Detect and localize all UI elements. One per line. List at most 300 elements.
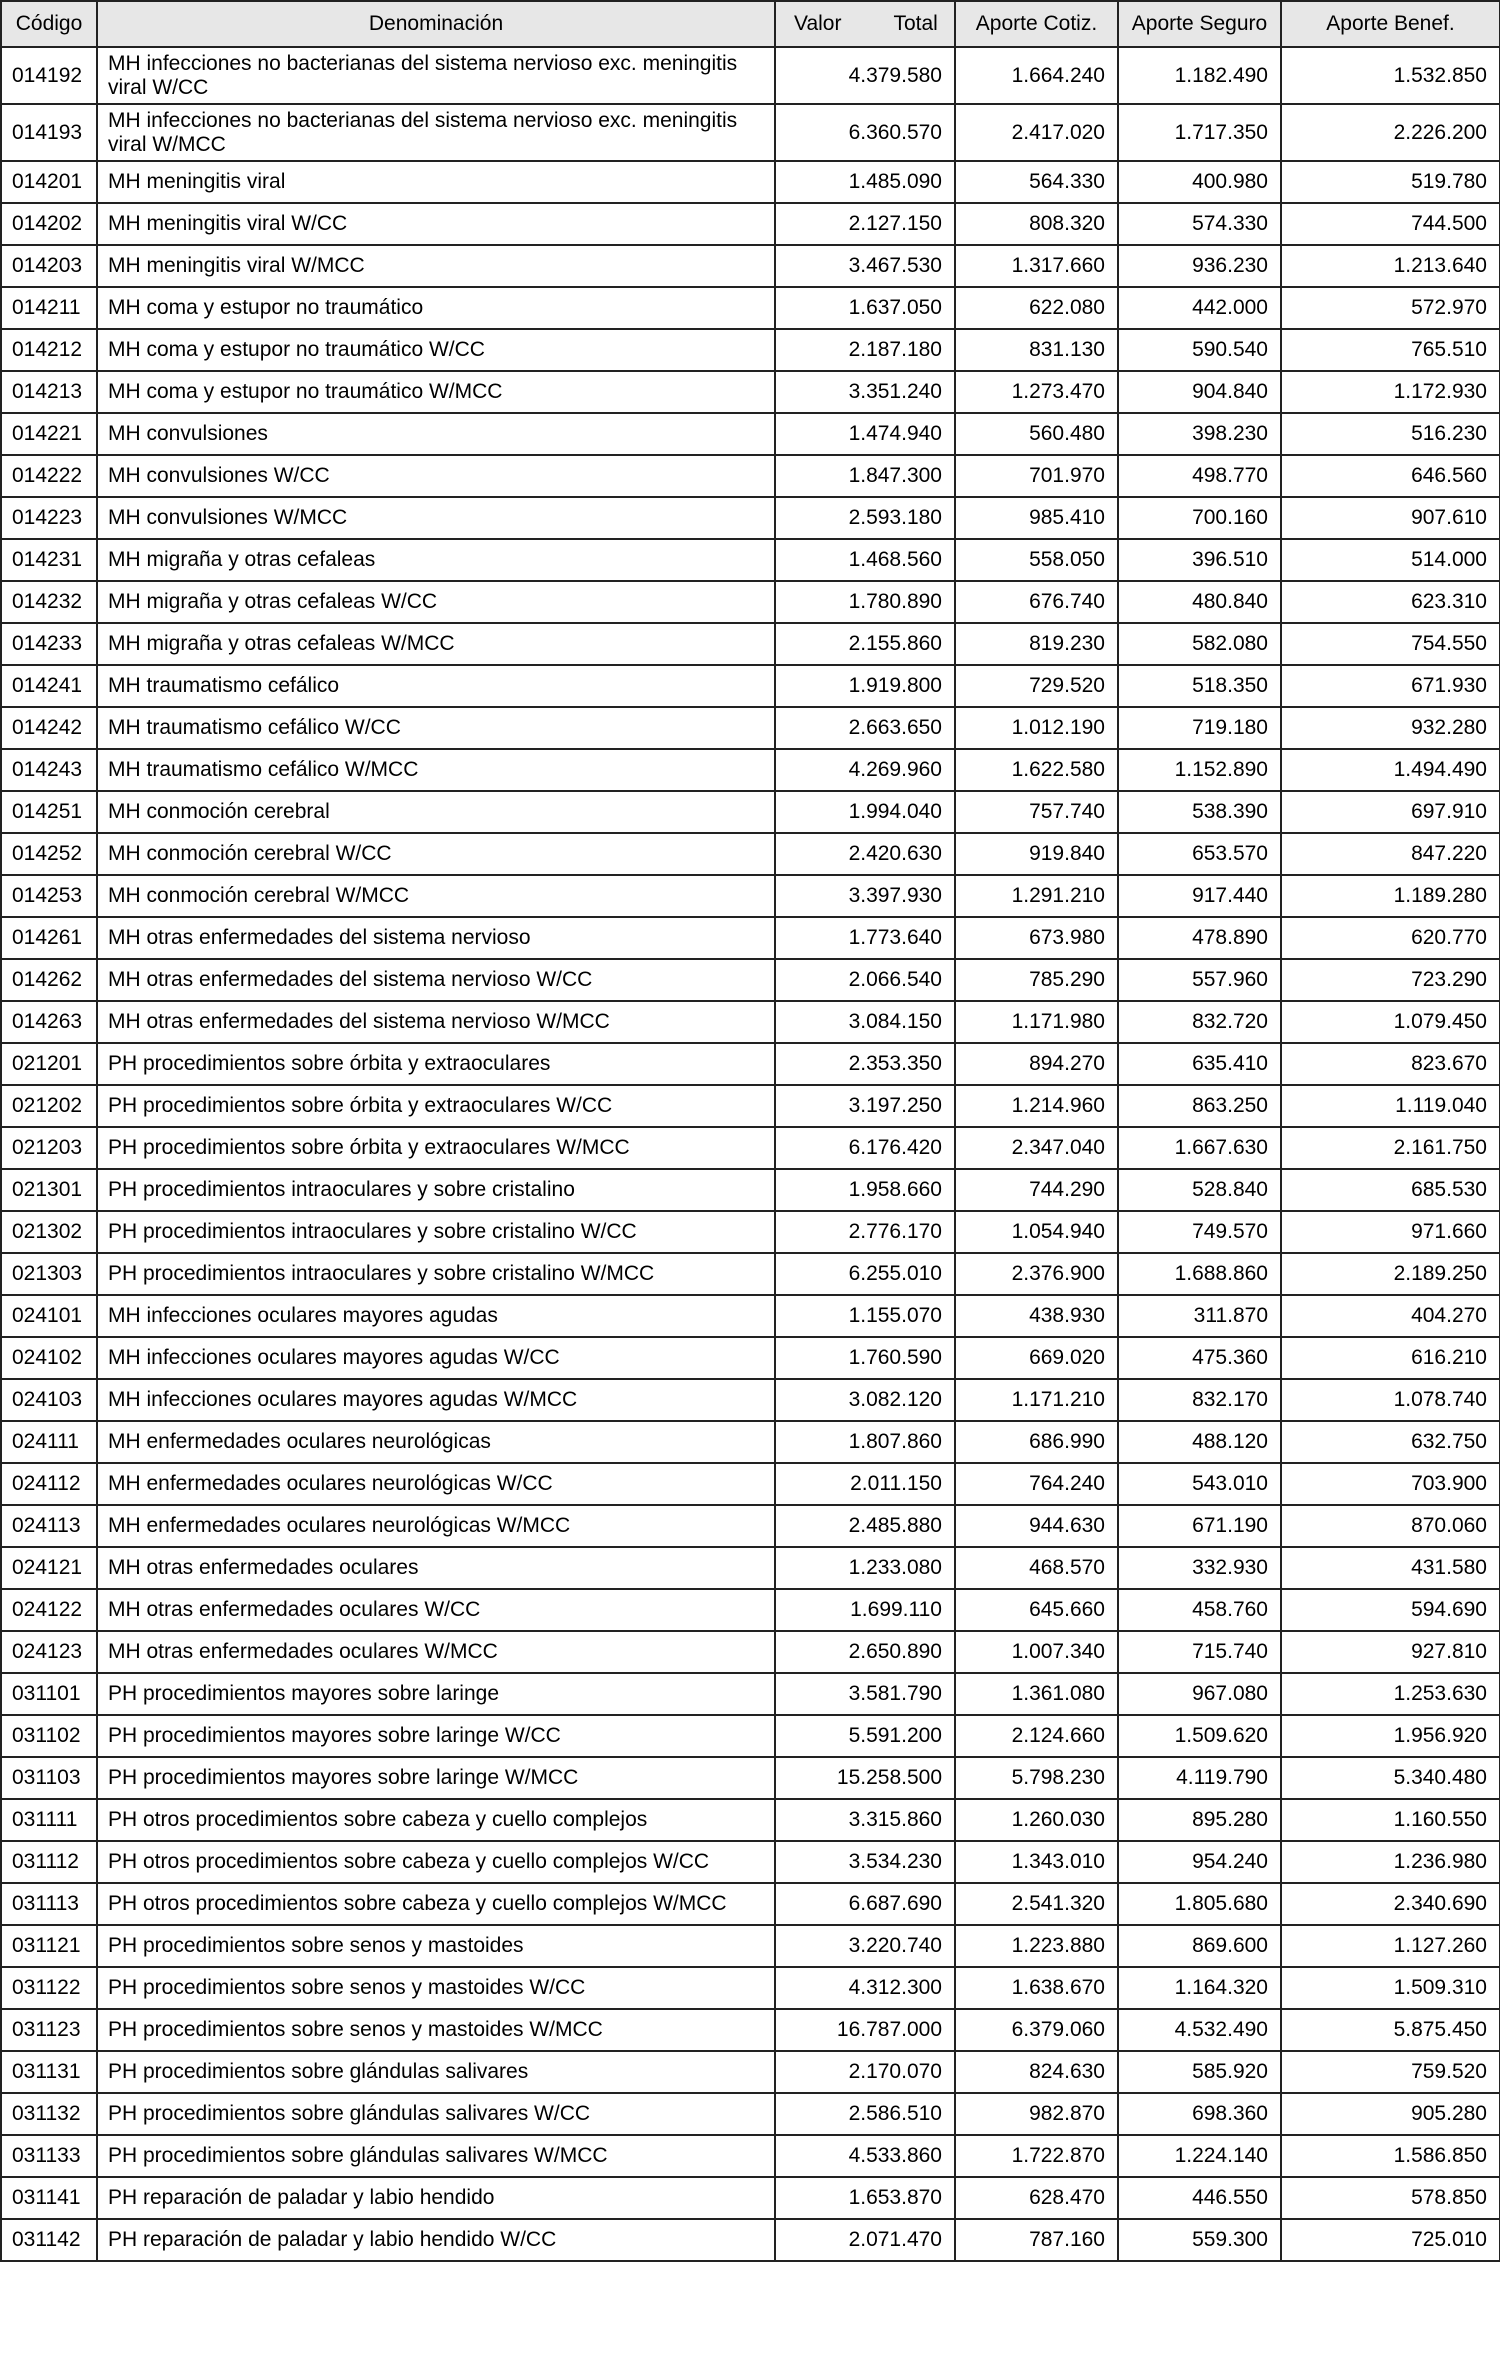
cell-aporte-cotiz: 1.054.940	[955, 1211, 1118, 1253]
cell-codigo: 031121	[1, 1925, 97, 1967]
cell-denominacion: MH infecciones no bacterianas del sistema nervioso exc. meningitis viral W/MCC	[97, 104, 775, 161]
table-row	[1, 1967, 1500, 2009]
cell-aporte-seguro: 538.390	[1118, 791, 1281, 833]
cell-aporte-seguro: 4.119.790	[1118, 1757, 1281, 1799]
cell-aporte-benef: 431.580	[1281, 1547, 1500, 1589]
cell-denominacion: MH infecciones oculares mayores agudas W/CC	[97, 1337, 775, 1379]
cell-aporte-benef: 519.780	[1281, 161, 1500, 203]
cell-valor-total: 3.397.930	[775, 875, 955, 917]
table-row	[1, 1463, 1500, 1505]
table-row	[1, 2135, 1500, 2177]
cell-aporte-cotiz: 785.290	[955, 959, 1118, 1001]
cell-aporte-benef: 971.660	[1281, 1211, 1500, 1253]
cell-aporte-cotiz: 5.798.230	[955, 1757, 1118, 1799]
table-row	[1, 1127, 1500, 1169]
cell-codigo: 014212	[1, 329, 97, 371]
cell-aporte-benef: 907.610	[1281, 497, 1500, 539]
cell-valor-total: 3.534.230	[775, 1841, 955, 1883]
table-row	[1, 1925, 1500, 1967]
cell-valor-total: 2.011.150	[775, 1463, 955, 1505]
table-row	[1, 371, 1500, 413]
cell-denominacion: MH migraña y otras cefaleas W/CC	[97, 581, 775, 623]
cell-aporte-cotiz: 2.541.320	[955, 1883, 1118, 1925]
cell-aporte-cotiz: 701.970	[955, 455, 1118, 497]
cell-valor-total: 4.269.960	[775, 749, 955, 791]
cell-aporte-benef: 646.560	[1281, 455, 1500, 497]
cell-aporte-seguro: 967.080	[1118, 1673, 1281, 1715]
header-aporte-seguro: Aporte Seguro	[1118, 1, 1281, 47]
cell-denominacion: PH procedimientos intraoculares y sobre cristalino	[97, 1169, 775, 1211]
table-row	[1, 47, 1500, 104]
table-row	[1, 329, 1500, 371]
cell-aporte-seguro: 1.688.860	[1118, 1253, 1281, 1295]
cell-valor-total: 2.187.180	[775, 329, 955, 371]
cell-aporte-seguro: 1.805.680	[1118, 1883, 1281, 1925]
cell-valor-total: 1.233.080	[775, 1547, 955, 1589]
table-row	[1, 2009, 1500, 2051]
cell-aporte-benef: 697.910	[1281, 791, 1500, 833]
cell-aporte-cotiz: 1.343.010	[955, 1841, 1118, 1883]
cell-valor-total: 1.773.640	[775, 917, 955, 959]
header-valor: Valor	[794, 12, 842, 35]
cell-valor-total: 2.155.860	[775, 623, 955, 665]
cell-denominacion: MH convulsiones	[97, 413, 775, 455]
cell-valor-total: 2.663.650	[775, 707, 955, 749]
cell-aporte-cotiz: 985.410	[955, 497, 1118, 539]
cell-aporte-seguro: 590.540	[1118, 329, 1281, 371]
table-row	[1, 959, 1500, 1001]
cell-codigo: 014203	[1, 245, 97, 287]
cell-aporte-seguro: 917.440	[1118, 875, 1281, 917]
cell-aporte-benef: 870.060	[1281, 1505, 1500, 1547]
cell-denominacion: PH procedimientos sobre glándulas salivares W/MCC	[97, 2135, 775, 2177]
table-row	[1, 2093, 1500, 2135]
cell-aporte-benef: 620.770	[1281, 917, 1500, 959]
table-row	[1, 1085, 1500, 1127]
cell-denominacion: MH otras enfermedades del sistema nervioso W/CC	[97, 959, 775, 1001]
cell-aporte-seguro: 398.230	[1118, 413, 1281, 455]
cell-aporte-cotiz: 6.379.060	[955, 2009, 1118, 2051]
cell-denominacion: MH traumatismo cefálico	[97, 665, 775, 707]
cell-aporte-seguro: 1.509.620	[1118, 1715, 1281, 1757]
cell-valor-total: 2.586.510	[775, 2093, 955, 2135]
header-valor-total	[775, 1, 955, 47]
table-row	[1, 104, 1500, 161]
cell-codigo: 031112	[1, 1841, 97, 1883]
cell-aporte-seguro: 498.770	[1118, 455, 1281, 497]
table-row	[1, 1673, 1500, 1715]
cell-codigo: 031102	[1, 1715, 97, 1757]
table-row	[1, 287, 1500, 329]
cell-denominacion: PH procedimientos intraoculares y sobre cristalino W/CC	[97, 1211, 775, 1253]
cell-aporte-seguro: 396.510	[1118, 539, 1281, 581]
cell-valor-total: 1.468.560	[775, 539, 955, 581]
table-row	[1, 875, 1500, 917]
cell-codigo: 014202	[1, 203, 97, 245]
cell-aporte-seguro: 863.250	[1118, 1085, 1281, 1127]
cell-aporte-seguro: 936.230	[1118, 245, 1281, 287]
cell-aporte-seguro: 518.350	[1118, 665, 1281, 707]
cell-codigo: 024113	[1, 1505, 97, 1547]
header-aporte-benef: Aporte Benef.	[1281, 1, 1500, 47]
cell-aporte-benef: 823.670	[1281, 1043, 1500, 1085]
cell-denominacion: PH procedimientos sobre senos y mastoides	[97, 1925, 775, 1967]
cell-valor-total: 4.312.300	[775, 1967, 955, 2009]
cell-codigo: 014242	[1, 707, 97, 749]
cell-denominacion: MH conmoción cerebral	[97, 791, 775, 833]
cell-denominacion: PH procedimientos sobre senos y mastoides W/MCC	[97, 2009, 775, 2051]
cell-valor-total: 1.699.110	[775, 1589, 955, 1631]
cell-codigo: 031101	[1, 1673, 97, 1715]
cell-valor-total: 6.687.690	[775, 1883, 955, 1925]
header-row	[1, 1, 1500, 47]
cell-denominacion: MH conmoción cerebral W/MCC	[97, 875, 775, 917]
cell-aporte-seguro: 832.720	[1118, 1001, 1281, 1043]
cell-valor-total: 5.591.200	[775, 1715, 955, 1757]
cell-denominacion: MH meningitis viral W/MCC	[97, 245, 775, 287]
cell-aporte-benef: 1.253.630	[1281, 1673, 1500, 1715]
cell-aporte-benef: 671.930	[1281, 665, 1500, 707]
table-row	[1, 1379, 1500, 1421]
cell-aporte-cotiz: 558.050	[955, 539, 1118, 581]
cell-aporte-cotiz: 944.630	[955, 1505, 1118, 1547]
cell-denominacion: MH enfermedades oculares neurológicas W/MCC	[97, 1505, 775, 1547]
table-row	[1, 1043, 1500, 1085]
cell-codigo: 014201	[1, 161, 97, 203]
cell-codigo: 021201	[1, 1043, 97, 1085]
table-row	[1, 203, 1500, 245]
cell-aporte-benef: 759.520	[1281, 2051, 1500, 2093]
cell-aporte-benef: 5.875.450	[1281, 2009, 1500, 2051]
cell-aporte-benef: 1.079.450	[1281, 1001, 1500, 1043]
cell-aporte-cotiz: 729.520	[955, 665, 1118, 707]
cell-valor-total: 1.780.890	[775, 581, 955, 623]
cell-valor-total: 2.353.350	[775, 1043, 955, 1085]
cell-aporte-benef: 1.586.850	[1281, 2135, 1500, 2177]
table-row	[1, 1253, 1500, 1295]
cell-valor-total: 3.084.150	[775, 1001, 955, 1043]
cell-aporte-seguro: 458.760	[1118, 1589, 1281, 1631]
cell-codigo: 024103	[1, 1379, 97, 1421]
table-row	[1, 665, 1500, 707]
table-row	[1, 791, 1500, 833]
cell-aporte-seguro: 585.920	[1118, 2051, 1281, 2093]
cell-aporte-seguro: 488.120	[1118, 1421, 1281, 1463]
cell-aporte-seguro: 480.840	[1118, 581, 1281, 623]
cell-aporte-benef: 1.119.040	[1281, 1085, 1500, 1127]
cell-codigo: 014192	[1, 47, 97, 104]
cell-aporte-cotiz: 1.664.240	[955, 47, 1118, 104]
cell-valor-total: 2.071.470	[775, 2219, 955, 2261]
cell-aporte-benef: 1.509.310	[1281, 1967, 1500, 2009]
cell-aporte-cotiz: 744.290	[955, 1169, 1118, 1211]
cell-aporte-benef: 1.494.490	[1281, 749, 1500, 791]
cell-valor-total: 1.807.860	[775, 1421, 955, 1463]
cell-codigo: 031142	[1, 2219, 97, 2261]
cell-denominacion: MH meningitis viral	[97, 161, 775, 203]
cell-valor-total: 1.637.050	[775, 287, 955, 329]
cell-aporte-cotiz: 628.470	[955, 2177, 1118, 2219]
cell-valor-total: 2.650.890	[775, 1631, 955, 1673]
cell-denominacion: MH otras enfermedades oculares W/MCC	[97, 1631, 775, 1673]
cell-codigo: 014232	[1, 581, 97, 623]
cell-valor-total: 2.420.630	[775, 833, 955, 875]
cell-denominacion: MH infecciones no bacterianas del sistema nervioso exc. meningitis viral W/CC	[97, 47, 775, 104]
cell-codigo: 021202	[1, 1085, 97, 1127]
table-row	[1, 1589, 1500, 1631]
header-codigo: Código	[1, 1, 97, 47]
cell-aporte-seguro: 557.960	[1118, 959, 1281, 1001]
cell-valor-total: 3.581.790	[775, 1673, 955, 1715]
cell-denominacion: PH procedimientos mayores sobre laringe W/CC	[97, 1715, 775, 1757]
cell-codigo: 014262	[1, 959, 97, 1001]
cell-valor-total: 3.197.250	[775, 1085, 955, 1127]
cell-valor-total: 2.127.150	[775, 203, 955, 245]
cell-aporte-benef: 847.220	[1281, 833, 1500, 875]
cell-aporte-seguro: 895.280	[1118, 1799, 1281, 1841]
table-row	[1, 1631, 1500, 1673]
cell-aporte-cotiz: 669.020	[955, 1337, 1118, 1379]
cell-valor-total: 4.379.580	[775, 47, 955, 104]
cell-aporte-seguro: 582.080	[1118, 623, 1281, 665]
cell-aporte-benef: 616.210	[1281, 1337, 1500, 1379]
cell-valor-total: 6.176.420	[775, 1127, 955, 1169]
cell-aporte-seguro: 719.180	[1118, 707, 1281, 749]
cell-valor-total: 1.485.090	[775, 161, 955, 203]
cell-aporte-seguro: 475.360	[1118, 1337, 1281, 1379]
cell-aporte-cotiz: 645.660	[955, 1589, 1118, 1631]
cell-codigo: 024101	[1, 1295, 97, 1337]
cell-codigo: 024123	[1, 1631, 97, 1673]
cell-aporte-cotiz: 1.638.670	[955, 1967, 1118, 2009]
cell-aporte-seguro: 478.890	[1118, 917, 1281, 959]
cell-aporte-seguro: 574.330	[1118, 203, 1281, 245]
cell-aporte-benef: 1.160.550	[1281, 1799, 1500, 1841]
cell-denominacion: PH procedimientos mayores sobre laringe	[97, 1673, 775, 1715]
cell-aporte-benef: 632.750	[1281, 1421, 1500, 1463]
cell-aporte-cotiz: 824.630	[955, 2051, 1118, 2093]
cell-aporte-benef: 703.900	[1281, 1463, 1500, 1505]
table-row	[1, 623, 1500, 665]
cell-aporte-seguro: 543.010	[1118, 1463, 1281, 1505]
cell-aporte-cotiz: 819.230	[955, 623, 1118, 665]
cell-aporte-seguro: 332.930	[1118, 1547, 1281, 1589]
table-row	[1, 245, 1500, 287]
cell-aporte-benef: 594.690	[1281, 1589, 1500, 1631]
cell-valor-total: 6.360.570	[775, 104, 955, 161]
cell-aporte-seguro: 1.224.140	[1118, 2135, 1281, 2177]
cell-denominacion: MH otras enfermedades oculares W/CC	[97, 1589, 775, 1631]
cell-codigo: 024102	[1, 1337, 97, 1379]
cell-codigo: 021302	[1, 1211, 97, 1253]
cell-aporte-benef: 1.078.740	[1281, 1379, 1500, 1421]
cell-codigo: 014211	[1, 287, 97, 329]
table-row	[1, 1169, 1500, 1211]
table-row	[1, 1337, 1500, 1379]
cell-codigo: 014261	[1, 917, 97, 959]
cell-valor-total: 4.533.860	[775, 2135, 955, 2177]
cell-codigo: 031133	[1, 2135, 97, 2177]
table-row	[1, 917, 1500, 959]
cell-aporte-seguro: 698.360	[1118, 2093, 1281, 2135]
cell-aporte-benef: 927.810	[1281, 1631, 1500, 1673]
header-total: Total	[893, 12, 938, 35]
cell-aporte-seguro: 1.717.350	[1118, 104, 1281, 161]
cell-denominacion: PH procedimientos sobre órbita y extraoculares	[97, 1043, 775, 1085]
cell-aporte-benef: 932.280	[1281, 707, 1500, 749]
table-row	[1, 1547, 1500, 1589]
table-row	[1, 1883, 1500, 1925]
cell-aporte-cotiz: 894.270	[955, 1043, 1118, 1085]
cell-aporte-cotiz: 560.480	[955, 413, 1118, 455]
cell-codigo: 031103	[1, 1757, 97, 1799]
cell-aporte-cotiz: 1.317.660	[955, 245, 1118, 287]
cell-codigo: 014251	[1, 791, 97, 833]
cell-valor-total: 6.255.010	[775, 1253, 955, 1295]
cell-aporte-seguro: 869.600	[1118, 1925, 1281, 1967]
cell-denominacion: MH migraña y otras cefaleas	[97, 539, 775, 581]
cell-denominacion: MH otras enfermedades del sistema nervioso	[97, 917, 775, 959]
cell-aporte-seguro: 1.152.890	[1118, 749, 1281, 791]
cell-valor-total: 3.467.530	[775, 245, 955, 287]
table-row	[1, 707, 1500, 749]
cell-aporte-cotiz: 919.840	[955, 833, 1118, 875]
cell-codigo: 021301	[1, 1169, 97, 1211]
cell-aporte-cotiz: 831.130	[955, 329, 1118, 371]
cell-denominacion: MH otras enfermedades oculares	[97, 1547, 775, 1589]
cell-codigo: 024112	[1, 1463, 97, 1505]
cell-aporte-cotiz: 673.980	[955, 917, 1118, 959]
cell-denominacion: MH traumatismo cefálico W/MCC	[97, 749, 775, 791]
cell-aporte-seguro: 442.000	[1118, 287, 1281, 329]
cell-aporte-cotiz: 686.990	[955, 1421, 1118, 1463]
cell-aporte-seguro: 715.740	[1118, 1631, 1281, 1673]
cell-aporte-seguro: 749.570	[1118, 1211, 1281, 1253]
cell-denominacion: PH otros procedimientos sobre cabeza y cuello complejos W/CC	[97, 1841, 775, 1883]
table-row	[1, 833, 1500, 875]
cell-codigo: 031113	[1, 1883, 97, 1925]
cell-aporte-benef: 1.956.920	[1281, 1715, 1500, 1757]
cell-aporte-benef: 404.270	[1281, 1295, 1500, 1337]
cell-aporte-seguro: 4.532.490	[1118, 2009, 1281, 2051]
cell-denominacion: MH meningitis viral W/CC	[97, 203, 775, 245]
cell-denominacion: PH procedimientos sobre órbita y extraoculares W/CC	[97, 1085, 775, 1127]
cell-denominacion: MH enfermedades oculares neurológicas	[97, 1421, 775, 1463]
cell-denominacion: PH procedimientos sobre glándulas salivares W/CC	[97, 2093, 775, 2135]
table-row	[1, 1799, 1500, 1841]
cell-aporte-cotiz: 468.570	[955, 1547, 1118, 1589]
cell-denominacion: MH infecciones oculares mayores agudas W/MCC	[97, 1379, 775, 1421]
cell-denominacion: MH convulsiones W/MCC	[97, 497, 775, 539]
table-row	[1, 161, 1500, 203]
cell-denominacion: MH migraña y otras cefaleas W/MCC	[97, 623, 775, 665]
cell-aporte-benef: 578.850	[1281, 2177, 1500, 2219]
cell-codigo: 014223	[1, 497, 97, 539]
cell-aporte-seguro: 311.870	[1118, 1295, 1281, 1337]
cell-codigo: 014241	[1, 665, 97, 707]
table-row	[1, 497, 1500, 539]
cell-valor-total: 1.958.660	[775, 1169, 955, 1211]
cell-codigo: 024121	[1, 1547, 97, 1589]
cell-aporte-benef: 572.970	[1281, 287, 1500, 329]
cell-aporte-benef: 1.172.930	[1281, 371, 1500, 413]
table-row	[1, 1421, 1500, 1463]
cell-denominacion: MH infecciones oculares mayores agudas	[97, 1295, 775, 1337]
cell-codigo: 014213	[1, 371, 97, 413]
cell-valor-total: 2.485.880	[775, 1505, 955, 1547]
cell-valor-total: 1.760.590	[775, 1337, 955, 1379]
cell-codigo: 031132	[1, 2093, 97, 2135]
cell-aporte-seguro: 653.570	[1118, 833, 1281, 875]
table-row	[1, 539, 1500, 581]
cell-aporte-seguro: 400.980	[1118, 161, 1281, 203]
table-row	[1, 455, 1500, 497]
table-row	[1, 1211, 1500, 1253]
table-row	[1, 2177, 1500, 2219]
cell-denominacion: MH coma y estupor no traumático W/MCC	[97, 371, 775, 413]
cell-valor-total: 16.787.000	[775, 2009, 955, 2051]
table-row	[1, 1841, 1500, 1883]
cell-valor-total: 2.066.540	[775, 959, 955, 1001]
cell-aporte-cotiz: 757.740	[955, 791, 1118, 833]
cell-valor-total: 1.474.940	[775, 413, 955, 455]
header-denominacion: Denominación	[97, 1, 775, 47]
cell-denominacion: PH procedimientos mayores sobre laringe W/MCC	[97, 1757, 775, 1799]
cell-valor-total: 1.994.040	[775, 791, 955, 833]
cell-aporte-cotiz: 1.291.210	[955, 875, 1118, 917]
cell-codigo: 031141	[1, 2177, 97, 2219]
cell-denominacion: MH otras enfermedades del sistema nervioso W/MCC	[97, 1001, 775, 1043]
cell-aporte-seguro: 832.170	[1118, 1379, 1281, 1421]
cell-aporte-benef: 765.510	[1281, 329, 1500, 371]
cell-aporte-benef: 723.290	[1281, 959, 1500, 1001]
cell-aporte-benef: 2.161.750	[1281, 1127, 1500, 1169]
cell-aporte-cotiz: 1.273.470	[955, 371, 1118, 413]
cell-codigo: 014222	[1, 455, 97, 497]
cell-valor-total: 2.170.070	[775, 2051, 955, 2093]
cell-denominacion: MH coma y estupor no traumático	[97, 287, 775, 329]
cell-aporte-cotiz: 1.622.580	[955, 749, 1118, 791]
cell-codigo: 014243	[1, 749, 97, 791]
cell-valor-total: 1.653.870	[775, 2177, 955, 2219]
cell-denominacion: MH conmoción cerebral W/CC	[97, 833, 775, 875]
cell-aporte-benef: 1.189.280	[1281, 875, 1500, 917]
cell-aporte-cotiz: 787.160	[955, 2219, 1118, 2261]
cell-aporte-benef: 1.236.980	[1281, 1841, 1500, 1883]
cell-codigo: 024122	[1, 1589, 97, 1631]
table-row	[1, 1715, 1500, 1757]
cell-aporte-benef: 754.550	[1281, 623, 1500, 665]
cell-denominacion: PH procedimientos sobre senos y mastoides W/CC	[97, 1967, 775, 2009]
cell-aporte-cotiz: 1.722.870	[955, 2135, 1118, 2177]
cell-aporte-cotiz: 808.320	[955, 203, 1118, 245]
cell-aporte-cotiz: 1.260.030	[955, 1799, 1118, 1841]
cell-aporte-cotiz: 2.124.660	[955, 1715, 1118, 1757]
cell-aporte-seguro: 635.410	[1118, 1043, 1281, 1085]
table-row	[1, 413, 1500, 455]
cell-aporte-benef: 2.226.200	[1281, 104, 1500, 161]
cell-aporte-benef: 5.340.480	[1281, 1757, 1500, 1799]
cell-aporte-seguro: 446.550	[1118, 2177, 1281, 2219]
cell-codigo: 031131	[1, 2051, 97, 2093]
cell-valor-total: 1.847.300	[775, 455, 955, 497]
cell-aporte-benef: 2.340.690	[1281, 1883, 1500, 1925]
cell-aporte-benef: 514.000	[1281, 539, 1500, 581]
cell-aporte-benef: 1.127.260	[1281, 1925, 1500, 1967]
cell-valor-total: 3.315.860	[775, 1799, 955, 1841]
cell-denominacion: PH reparación de paladar y labio hendido W/CC	[97, 2219, 775, 2261]
cell-aporte-seguro: 528.840	[1118, 1169, 1281, 1211]
